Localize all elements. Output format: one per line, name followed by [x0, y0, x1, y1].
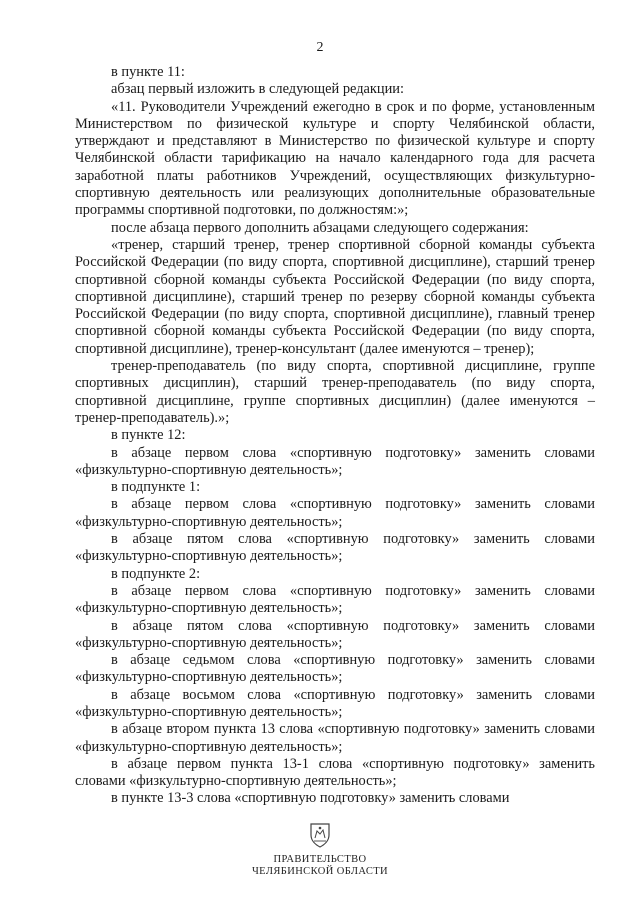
paragraph: абзац первый изложить в следующей редакции: — [111, 81, 405, 98]
paragraph: «тренер, старший тренер, тренер спортивной сборной команды субъекта Российской Федерации (по виду спорта, спортивной дисциплине), старший тренер спортивной сборной команды субъекта Российской Федерации (по виду спорта, спортивной дисциплине), старший тренер по резерву сборной команды субъекта Российской Федерации (по виду спорта, спортивной дисциплине), главный тренер спортивной сборной команды субъекта Российской Федерации (по виду спорта, спортивной дисциплине), тренер-консультант (далее именуются – тренер); — [75, 236, 595, 357]
paragraph: в абзаце пятом слова «спортивную подготовку» заменить словами «физкультурно-спортивную деятельность»; — [75, 531, 595, 565]
paragraph: в абзаце первом слова «спортивную подготовку» заменить словами «физкультурно-спортивную деятельность»; — [75, 582, 595, 617]
document-body — [75, 64, 595, 808]
paragraph: в абзаце первом слова «спортивную подготовку» заменить словами «физкультурно-спортивную деятельность»; — [75, 444, 595, 478]
paragraph: в подпункте 1: — [111, 479, 201, 496]
paragraph: в подпункте 2: — [111, 565, 201, 582]
paragraph: тренер-преподаватель (по виду спорта, спортивной дисциплине, группе спортивных дисциплин), старший тренер-преподаватель (по виду спорта, спортивной дисциплине, группе спортивных дисциплин) (далее именуются – тренер-преподаватель).»; — [75, 358, 595, 426]
paragraph: «11. Руководители Учреждений ежегодно в срок и по форме, установленным Министерством по физической культуре и спорту Челябинской области, утверждают и представляют в Министерство по физической культуре и спорту Челябинской области тарификацию на начало календарного года для расчета заработной платы работников Учреждений, осуществляющих физкультурно-спортивную деятельность или реализующих дополнительные образовательные программы спортивной подготовки, по должностям:»; — [75, 98, 595, 219]
paragraph: в пункте 13-3 слова «спортивную подготовку» заменить словами — [111, 790, 510, 807]
paragraph: в абзаце втором пункта 13 слова «спортивную подготовку» заменить словами «физкультурно-спортивную деятельность»; — [75, 721, 595, 755]
paragraph: после абзаца первого дополнить абзацами следующего содержания: — [111, 219, 529, 236]
stamp-line-1: ПРАВИТЕЛЬСТВО — [273, 854, 367, 865]
stamp-line-2: ЧЕЛЯБИНСКОЙ ОБЛАСТИ — [251, 866, 389, 877]
paragraph: в абзаце первом пункта 13-1 слова «спортивную подготовку» заменить словами «физкультурно-спортивную деятельность»; — [75, 755, 595, 790]
paragraph: в абзаце пятом слова «спортивную подготовку» заменить словами «физкультурно-спортивную деятельность»; — [75, 617, 595, 651]
paragraph: в пункте 12: — [111, 427, 186, 444]
paragraph: в абзаце первом слова «спортивную подготовку» заменить словами «физкультурно-спортивную деятельность»; — [75, 496, 595, 530]
page-number: 2 — [316, 40, 324, 55]
paragraph: в пункте 11: — [111, 64, 185, 80]
paragraph: в абзаце восьмом слова «спортивную подготовку» заменить словами «физкультурно-спортивную деятельность»; — [75, 686, 595, 720]
coat-of-arms-icon — [309, 822, 331, 848]
paragraph: в абзаце седьмом слова «спортивную подготовку» заменить словами «физкультурно-спортивную деятельность»; — [75, 652, 595, 686]
government-stamp — [0, 822, 640, 878]
